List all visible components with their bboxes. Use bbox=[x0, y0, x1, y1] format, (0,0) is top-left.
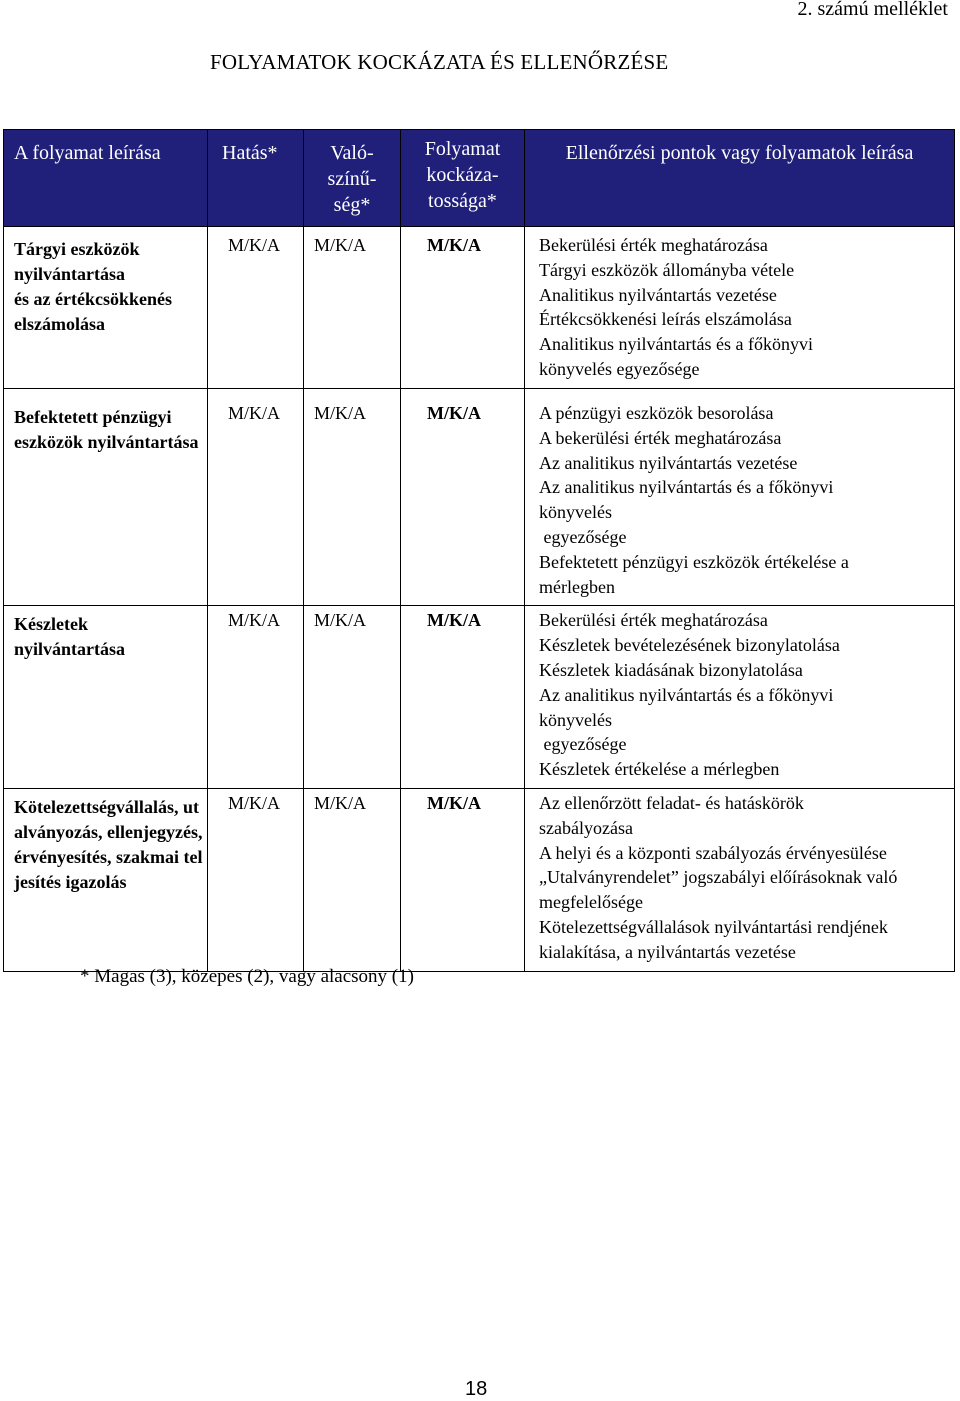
process-name: Kötelezettségvállalás, utalványozás, ellenjegyzés, érvényesítés, szakmai teljesítés igazolás bbox=[4, 788, 208, 971]
page-number: 18 bbox=[465, 1378, 488, 1400]
header-checkpoints: Ellenőrzési pontok vagy folyamatok leírása bbox=[525, 130, 955, 227]
checkpoint-item: egyezősége bbox=[539, 734, 627, 755]
header-probability bbox=[304, 130, 401, 227]
checkpoint-item: A pénzügyi eszközök besorolása bbox=[539, 403, 774, 423]
checkpoint-item: Bekerülési érték meghatározása bbox=[539, 235, 768, 255]
header-impact: Hatás* bbox=[208, 130, 304, 227]
risk-value: M/K/A bbox=[401, 389, 525, 606]
document-title: FOLYAMATOK KOCKÁZATA ÉS ELLENŐRZÉSE bbox=[210, 50, 669, 74]
checkpoint-item: Analitikus nyilvántartás vezetése bbox=[539, 284, 777, 305]
impact-value: M/K/A bbox=[208, 788, 304, 971]
header-process-risk bbox=[401, 130, 525, 227]
footnote: * Magas (3), közepes (2), vagy alacsony (1) bbox=[80, 966, 414, 987]
risk-value: M/K/A bbox=[401, 788, 525, 971]
checkpoint-item: Bekerülési érték meghatározása bbox=[539, 610, 768, 631]
checkpoints-cell bbox=[525, 389, 955, 606]
header-probability-label: Való-színű-ség* bbox=[327, 142, 377, 216]
checkpoint-item: „Utalványrendelet” jogszabályi előírásoknak való megfelelősége bbox=[539, 867, 902, 913]
checkpoint-item: Készletek bevételezésének bizonylatolása bbox=[539, 635, 840, 656]
probability-value: M/K/A bbox=[304, 788, 401, 971]
checkpoint-item: Tárgyi eszközök állományba vétele bbox=[539, 259, 795, 280]
impact-value: M/K/A bbox=[208, 227, 304, 389]
process-name: Befektetett pénzügyi eszközök nyilvántartása bbox=[4, 389, 208, 606]
table-header-row bbox=[4, 130, 955, 227]
probability-value: M/K/A bbox=[304, 227, 401, 389]
table-row bbox=[4, 606, 955, 789]
checkpoint-item: Értékcsökkenési leírás elszámolása bbox=[539, 309, 792, 330]
checkpoint-item: Az analitikus nyilvántartás és a főkönyvi könyvelés bbox=[539, 477, 838, 523]
checkpoints-cell bbox=[525, 788, 955, 971]
checkpoints-cell bbox=[525, 227, 955, 389]
header-process-risk-label: Folyamat kockáza-tossága* bbox=[424, 138, 501, 212]
checkpoint-item: A bekerülési érték meghatározása bbox=[539, 427, 782, 448]
impact-value: M/K/A bbox=[208, 389, 304, 606]
risk-value: M/K/A bbox=[401, 227, 525, 389]
checkpoint-item: Befektetett pénzügyi eszközök értékelése a mérlegben bbox=[539, 551, 854, 597]
process-name-line: Tárgyi eszközök nyilvántartása bbox=[14, 239, 140, 284]
process-name-line: és az értékcsökkenés elszámolása bbox=[14, 289, 172, 334]
header-description: A folyamat leírása bbox=[4, 130, 208, 227]
table-row bbox=[4, 227, 955, 389]
table-row bbox=[4, 389, 955, 606]
probability-value: M/K/A bbox=[304, 389, 401, 606]
checkpoint-item: egyezősége bbox=[539, 526, 627, 547]
process-name: Készletek nyilvántartása bbox=[4, 606, 208, 789]
table-row bbox=[4, 788, 955, 971]
checkpoint-item: Készletek kiadásának bizonylatolása bbox=[539, 659, 803, 680]
checkpoint-item: Az analitikus nyilvántartás vezetése bbox=[539, 452, 798, 473]
checkpoint-item: Az analitikus nyilvántartás és a főkönyvi könyvelés bbox=[539, 684, 838, 730]
risk-value: M/K/A bbox=[401, 606, 525, 789]
annex-label: 2. számú melléklet bbox=[797, 0, 948, 20]
checkpoints-cell bbox=[525, 606, 955, 789]
checkpoint-item: A helyi és a központi szabályozás érvényesülése bbox=[539, 842, 887, 863]
checkpoint-item: Készletek értékelése a mérlegben bbox=[539, 759, 780, 780]
process-name bbox=[4, 227, 208, 389]
checkpoint-item: Az ellenőrzött feladat- és hatáskörök szabályozása bbox=[539, 792, 809, 838]
process-risk-table bbox=[3, 129, 955, 972]
checkpoint-item: Analitikus nyilvántartás és a főkönyvi könyvelés egyezősége bbox=[539, 334, 818, 379]
probability-value: M/K/A bbox=[304, 606, 401, 789]
checkpoint-item: Kötelezettségvállalások nyilvántartási rendjének kialakítása, a nyilvántartás vezetése bbox=[539, 916, 893, 962]
impact-value: M/K/A bbox=[208, 606, 304, 789]
